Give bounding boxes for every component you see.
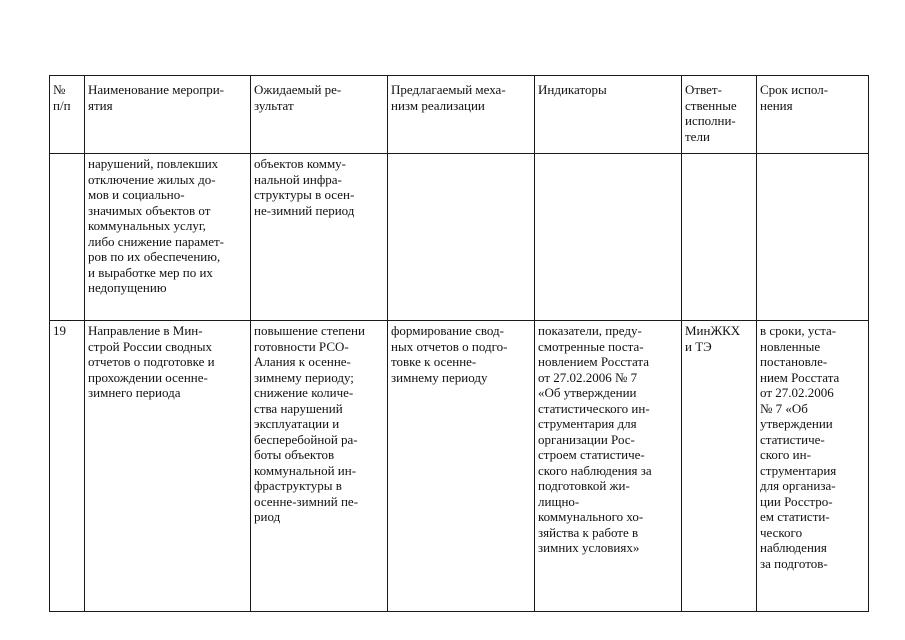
header-indicators: Индикаторы	[535, 76, 682, 154]
header-result: Ожидаемый ре- зультат	[251, 76, 388, 154]
row-mechanism	[388, 154, 535, 321]
header-deadline: Срок испол- нения	[757, 76, 869, 154]
row-num	[50, 154, 85, 321]
row-responsible: МинЖКХ и ТЭ	[682, 321, 757, 612]
row-indicators	[535, 154, 682, 321]
row-deadline	[757, 154, 869, 321]
header-responsible: Ответ- ственные исполни- тели	[682, 76, 757, 154]
row-mechanism: формирование свод- ных отчетов о подго- товке к осенне- зимнему периоду	[388, 321, 535, 612]
table-header-row	[50, 76, 869, 154]
table-row	[50, 154, 869, 321]
header-mechanism: Предлагаемый меха- низм реализации	[388, 76, 535, 154]
row-num: 19	[50, 321, 85, 612]
row-result: объектов комму- нальной инфра- структуры в осен- не-зимний период	[251, 154, 388, 321]
header-num: № п/п	[50, 76, 85, 154]
row-result: повышение степени готовности РСО- Алания к осенне- зимнему периоду; снижение количе- ства нарушений эксплуатации и бесперебойной ра- боты объектов коммунальной ин- фраструктуры в осенне-зимний пе- риод	[251, 321, 388, 612]
header-name: Наименование меропри- ятия	[85, 76, 251, 154]
table-row	[50, 321, 869, 612]
plan-table	[49, 75, 869, 612]
row-name: Направление в Мин- строй России сводных отчетов о подготовке и прохождении осенне- зимнего периода	[85, 321, 251, 612]
row-deadline: в сроки, уста- новленные постановле- нием Росстата от 27.02.2006 № 7 «Об утверждении статистиче- ского ин- струментария для организа- ции Росстро- ем статисти- ческого наблюдения за подготов-	[757, 321, 869, 612]
row-name: нарушений, повлекших отключение жилых до- мов и социально- значимых объектов от коммунальных услуг, либо снижение парамет- ров по их обеспечению, и выработке мер по их недопущению	[85, 154, 251, 321]
row-indicators: показатели, преду- смотренные поста- новлением Росстата от 27.02.2006 № 7 «Об утверждении статистического ин- струментария для организации Рос- строем статистиче- ского наблюдения за подготовкой жи- лищно- коммунального хо- зяйства к работе в зимних условиях»	[535, 321, 682, 612]
row-responsible	[682, 154, 757, 321]
